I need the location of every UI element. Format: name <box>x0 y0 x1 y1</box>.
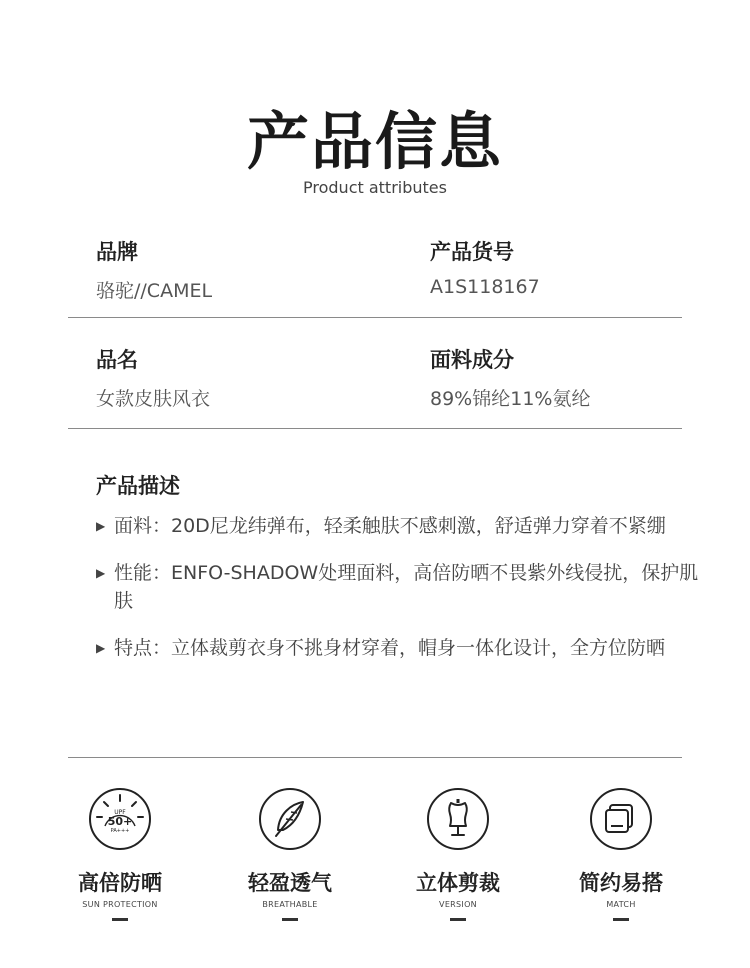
feature-subtitle: SUN PROTECTION <box>82 900 158 909</box>
attr-value: A1S118167 <box>430 276 540 298</box>
triangle-bullet-icon: ▶ <box>96 641 106 655</box>
feature-dash <box>450 918 466 921</box>
feature-dash <box>282 918 298 921</box>
attr-product-name <box>96 344 210 411</box>
triangle-bullet-icon: ▶ <box>96 566 106 580</box>
feature-subtitle: VERSION <box>439 900 477 909</box>
attr-value: 89%锦纶11%氨纶 <box>430 388 591 410</box>
description-list <box>96 512 716 681</box>
list-item <box>96 512 716 540</box>
attr-item-number <box>430 236 540 298</box>
feature-dash <box>613 918 629 921</box>
upf-label: UPF <box>114 809 126 816</box>
description-text: 性能：ENFO-SHADOW处理面料，高倍防晒不畏紫外线侵扰，保护肌肤 <box>114 562 699 612</box>
feature-subtitle: MATCH <box>606 900 636 909</box>
attr-brand <box>96 236 212 303</box>
divider <box>68 428 682 429</box>
page-subtitle: Product attributes <box>303 178 447 197</box>
feature-breathable <box>215 788 365 921</box>
page-title: 产品信息 <box>246 105 503 178</box>
feature-tailoring <box>383 788 533 921</box>
list-item <box>96 559 716 615</box>
list-item <box>96 634 716 662</box>
sun-upf-icon <box>89 788 151 850</box>
dress-form-icon <box>427 788 489 850</box>
pa-label: PA+++ <box>110 828 130 834</box>
feature-subtitle: BREATHABLE <box>262 900 318 909</box>
feature-name: 立体剪裁 <box>416 871 500 895</box>
description-text: 面料：20D尼龙纬弹布，轻柔触肤不感刺激，舒适弹力穿着不紧绷 <box>114 515 666 537</box>
feature-dash <box>112 918 128 921</box>
feature-name: 简约易搭 <box>579 871 663 895</box>
feature-name: 高倍防晒 <box>78 871 162 895</box>
attr-label: 品牌 <box>96 240 138 264</box>
attr-label: 产品货号 <box>430 240 514 264</box>
feather-icon <box>259 788 321 850</box>
description-title: 产品描述 <box>96 474 180 498</box>
attr-value: 女款皮肤风衣 <box>96 388 211 410</box>
attr-fabric <box>430 344 590 411</box>
attr-label: 面料成分 <box>430 348 514 372</box>
feature-name: 轻盈透气 <box>248 871 332 895</box>
divider <box>68 757 682 758</box>
attr-value: 骆驼//CAMEL <box>96 280 213 302</box>
attr-label: 品名 <box>96 348 138 372</box>
feature-match <box>546 788 696 921</box>
divider <box>68 317 682 318</box>
description-text: 特点：立体裁剪衣身不挑身材穿着，帽身一体化设计，全方位防晒 <box>114 637 666 659</box>
layers-icon <box>590 788 652 850</box>
upf-value: 50+ <box>107 815 133 828</box>
feature-sun-protection <box>45 788 195 921</box>
triangle-bullet-icon: ▶ <box>96 519 106 533</box>
